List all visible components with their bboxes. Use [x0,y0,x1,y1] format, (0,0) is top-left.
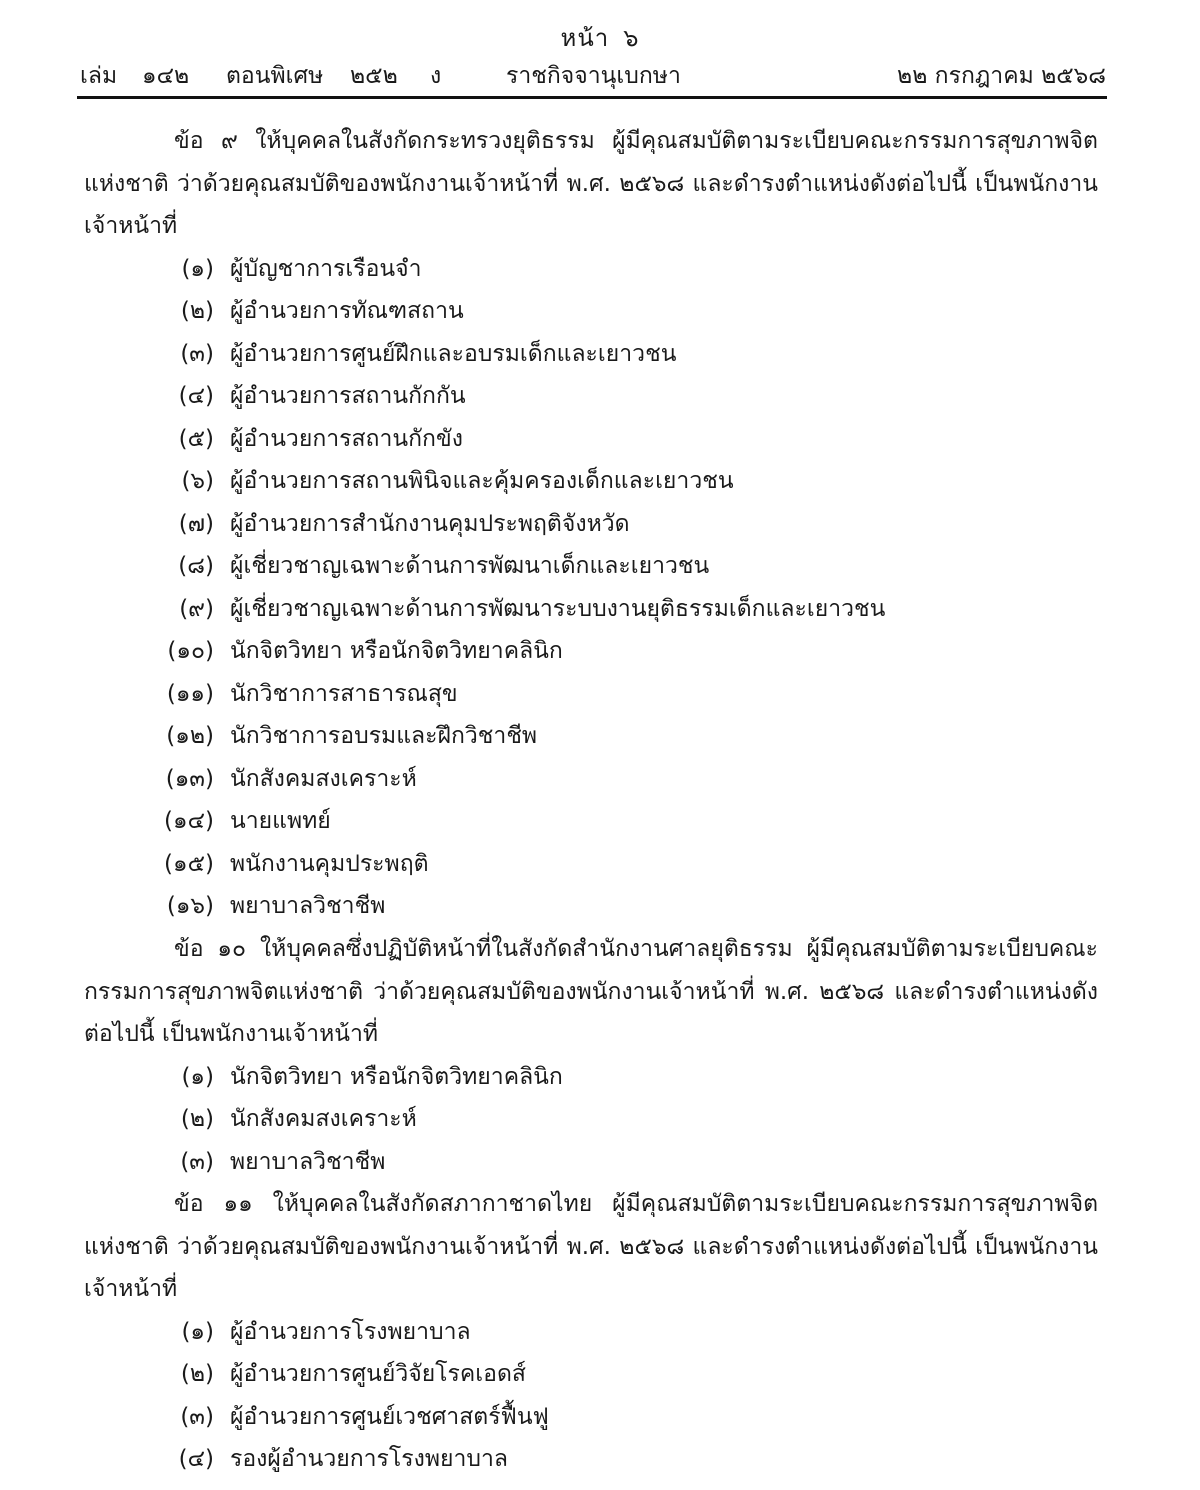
item-index: (๑) [181,255,214,282]
gazette-header [80,58,1106,94]
item-text: รองผู้อำนวยการโรงพยาบาล [230,1446,509,1472]
item-index: (๑๐) [167,638,214,664]
item-text: นายแพทย์ [230,808,331,834]
item-text: นักสังคมสงเคราะห์ [230,765,417,792]
list-item [84,375,1098,418]
list-item [84,843,1098,886]
issue-suffix: ง [430,63,442,89]
list-item [84,545,1098,588]
publication-date: ๒๒ กรกฎาคม ๒๕๖๘ [897,63,1106,89]
issue-label: ตอนพิเศษ [226,63,324,89]
volume-number: ๑๔๒ [142,63,190,89]
item-index: (๘) [178,553,214,579]
list-item [84,1353,1098,1396]
item-index: (๓) [180,1148,214,1175]
list-item [84,1438,1098,1481]
item-index: (๒) [180,1106,214,1132]
section-clause-9 [84,120,1098,928]
list-item [84,248,1098,291]
clause-intro: ข้อ ๑๐ ให้บุคคลซึ่งปฏิบัติหน้าที่ในสังกัดสำนักงานศาลยุติธรรม ผู้มีคุณสมบัติตามระเบียบคณะกรรมการสุขภาพจิตแห่งชาติ ว่าด้วยคุณสมบัติของพนักงานเจ้าหน้าที่ พ.ศ. ๒๕๖๘ และดำรงตำแหน่งดังต่อไปนี้ เป็นพนักงานเจ้าหน้าที่ [84,936,1098,1047]
section-clause-10 [84,928,1098,1183]
item-text: ผู้อำนวยการทัณฑสถาน [230,298,464,324]
list-item [84,290,1098,333]
item-index: (๓) [180,1403,214,1430]
item-text: พยาบาลวิชาชีพ [230,893,386,919]
list-item [84,885,1098,928]
item-index: (๑๒) [166,723,214,749]
item-index: (๕) [178,425,214,452]
list-item [84,1141,1098,1184]
item-text: ผู้อำนวยการศูนย์ฝึกและอบรมเด็กและเยาวชน [230,340,677,367]
item-text: ผู้อำนวยการสถานกักกัน [230,383,466,409]
item-text: นักสังคมสงเคราะห์ [230,1106,417,1132]
item-index: (๑๓) [165,765,214,792]
page-number [0,18,1200,57]
list-item [84,1396,1098,1439]
item-text: พยาบาลวิชาชีพ [230,1148,386,1175]
list-item [84,800,1098,843]
item-text: ผู้อำนวยการศูนย์เวชศาสตร์ฟื้นฟู [230,1403,549,1430]
list-item [84,333,1098,376]
item-index: (๑) [181,1063,214,1090]
item-text: ผู้อำนวยการสำนักงานคุมประพฤติจังหวัด [230,510,630,537]
list-item [84,715,1098,758]
item-index: (๑๕) [164,850,214,877]
item-index: (๑) [181,1318,214,1345]
item-index: (๔) [178,383,214,409]
header-divider [77,96,1107,99]
gazette-title: ราชกิจจานุเบกษา [506,63,681,89]
page-label: หน้า [560,24,610,52]
item-index: (๑๔) [164,808,214,834]
item-text: ผู้บัญชาการเรือนจำ [230,255,422,282]
list-item [84,673,1098,716]
item-text: ผู้อำนวยการสถานกักขัง [230,425,463,452]
item-index: (๗) [178,510,214,537]
list-item [84,418,1098,461]
item-text: ผู้เชี่ยวชาญเฉพาะด้านการพัฒนาเด็กและเยาวชน [230,553,710,579]
item-index: (๓) [180,340,214,367]
item-text: ผู้เชี่ยวชาญเฉพาะด้านการพัฒนาระบบงานยุติธรรมเด็กและเยาวชน [230,595,886,622]
list-item [84,630,1098,673]
list-item [84,758,1098,801]
clause-intro: ข้อ ๑๑ ให้บุคคลในสังกัดสภากาชาดไทย ผู้มีคุณสมบัติตามระเบียบคณะกรรมการสุขภาพจิตแห่งชาติ ว่าด้วยคุณสมบัติของพนักงานเจ้าหน้าที่ พ.ศ. ๒๕๖๘ และดำรงตำแหน่งดังต่อไปนี้ เป็นพนักงานเจ้าหน้าที่ [84,1191,1098,1302]
item-text: พนักงานคุมประพฤติ [230,850,429,877]
list-item [84,1311,1098,1354]
item-text: นักจิตวิทยา หรือนักจิตวิทยาคลินิก [230,1063,563,1090]
list-item [84,503,1098,546]
clause-intro: ข้อ ๙ ให้บุคคลในสังกัดกระทรวงยุติธรรม ผู้มีคุณสมบัติตามระเบียบคณะกรรมการสุขภาพจิตแห่งชาติ ว่าด้วยคุณสมบัติของพนักงานเจ้าหน้าที่ พ.ศ. ๒๕๖๘ และดำรงตำแหน่งดังต่อไปนี้ เป็นพนักงานเจ้าหน้าที่ [84,128,1098,239]
item-index: (๖) [181,468,214,494]
item-index: (๑๑) [166,680,214,707]
list-item [84,1056,1098,1099]
section-clause-11 [84,1183,1098,1481]
list-item [84,1098,1098,1141]
item-text: ผู้อำนวยการสถานพินิจและคุ้มครองเด็กและเยาวชน [230,468,734,494]
item-index: (๒) [180,298,214,324]
item-text: นักวิชาการสาธารณสุข [230,680,458,707]
list-item [84,588,1098,631]
item-index: (๒) [180,1361,214,1387]
issue-number: ๒๕๒ [350,63,398,89]
item-index: (๔) [178,1446,214,1472]
item-text: ผู้อำนวยการโรงพยาบาล [230,1318,471,1345]
list-item [84,460,1098,503]
item-index: (๙) [179,595,214,622]
volume-label: เล่ม [80,63,118,89]
page-number-value: ๖ [623,24,640,52]
item-text: นักวิชาการอบรมและฝึกวิชาชีพ [230,723,538,749]
item-text: ผู้อำนวยการศูนย์วิจัยโรคเอดส์ [230,1361,526,1387]
item-index: (๑๖) [166,893,214,919]
item-text: นักจิตวิทยา หรือนักจิตวิทยาคลินิก [230,638,563,664]
